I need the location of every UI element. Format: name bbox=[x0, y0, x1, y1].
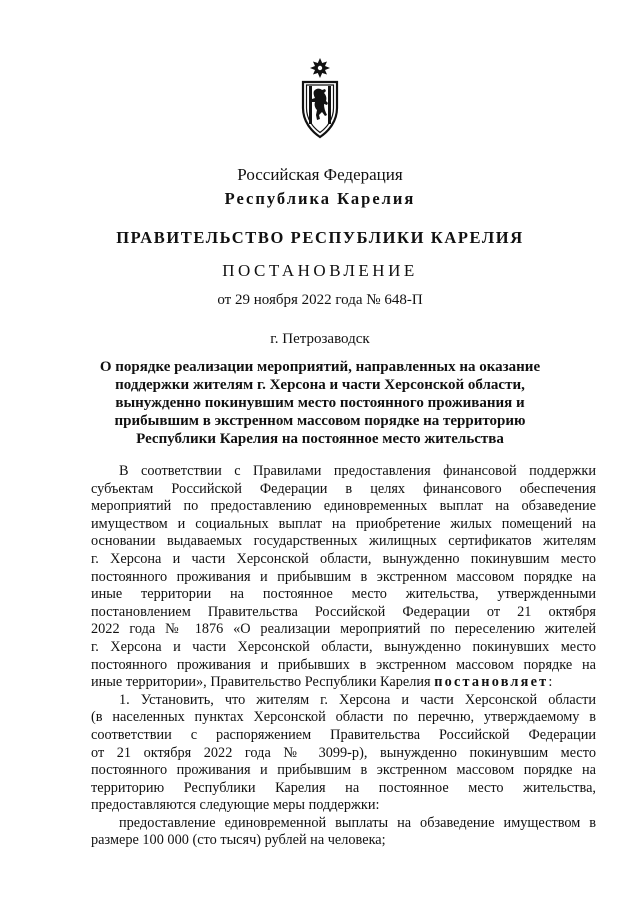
federation-heading: Российская Федерация bbox=[237, 165, 403, 184]
body-line: 2022 года № 1876 «О реализации мероприятий по переселению жителей bbox=[91, 621, 596, 638]
body-line: 1. Установить, что жителям г. Херсона и части Херсонской области bbox=[119, 691, 596, 708]
body-line: постоянного проживания и прибывшим в экстренном массовом порядке на bbox=[91, 568, 596, 585]
body-line: постоянного проживания и прибывших в экстренном массовом порядке на bbox=[91, 656, 596, 673]
title-line: вынужденно покинувшим место постоянного проживания и bbox=[115, 395, 525, 411]
body-line: основании выдаваемых государственных жилищных сертификатов жителям bbox=[91, 533, 596, 550]
document-type: ПОСТАНОВЛЕНИЕ bbox=[222, 261, 418, 280]
body-line: иные территории на постоянное место жительства, утвержденными bbox=[91, 586, 596, 603]
body-line: мероприятий по предоставлению единовременных выплат на обзаведение bbox=[91, 498, 596, 515]
karelia-coat-of-arms-icon bbox=[300, 58, 340, 142]
body-line: территорию Республики Карелия на постоянное место жительства, bbox=[91, 779, 596, 796]
title-line: Республики Карелия на постоянное место жительства bbox=[136, 431, 504, 447]
body-line: постоянного проживания и прибывшим в экстренном массовом порядке на bbox=[91, 762, 596, 779]
document-date-number: от 29 ноября 2022 года № 648-П bbox=[217, 292, 423, 308]
body-line: от 21 октября 2022 года № 3099-р), вынужденно покинувшим место bbox=[91, 744, 596, 761]
body-line: В соответствии с Правилами предоставления финансовой поддержки bbox=[119, 463, 596, 479]
body-line: г. Херсона и части Херсонской области, вынужденно покинувшим место bbox=[91, 550, 596, 567]
body-line: предоставление единовременной выплаты на обзаведение имуществом в bbox=[119, 814, 596, 831]
body-line-text: иные территории», Правительство Республики Карелия bbox=[91, 674, 431, 691]
body-line bbox=[91, 674, 596, 692]
body-line: г. Херсона и части Херсонской области, вынужденно покинувших место bbox=[91, 638, 596, 655]
body-line: размере 100 000 (сто тысяч) рублей на человека; bbox=[91, 832, 386, 849]
republic-heading: Республика Карелия bbox=[224, 189, 416, 208]
document-title bbox=[95, 358, 545, 448]
body-line: (в населенных пунктах Херсонской области по перечню, утверждаемому в bbox=[91, 709, 596, 726]
document-city: г. Петрозаводск bbox=[270, 331, 370, 347]
title-line: О порядке реализации мероприятий, направленных на оказание bbox=[99, 359, 541, 375]
government-heading: ПРАВИТЕЛЬСТВО РЕСПУБЛИКИ КАРЕЛИЯ bbox=[116, 228, 524, 247]
title-line: прибывшим в экстренном массовом порядке на территорию bbox=[114, 413, 526, 429]
document-body bbox=[91, 463, 596, 850]
resolves-word: постановляет bbox=[434, 674, 549, 691]
title-line: поддержки жителям г. Херсона и части Херсонской области, bbox=[115, 377, 525, 393]
body-line: имуществом и социальных выплат на приобретение жилых помещений на bbox=[91, 515, 596, 532]
body-line: постановлением Правительства Российской Федерации от 21 октября bbox=[91, 603, 596, 620]
resolves-colon: : bbox=[548, 674, 553, 691]
body-line: субъектам Российской Федерации в целях финансового обеспечения bbox=[91, 480, 596, 497]
body-line: соответствии с распоряжением Правительства Российской Федерации bbox=[91, 726, 596, 743]
body-line: предоставляются следующие меры поддержки: bbox=[91, 797, 380, 814]
